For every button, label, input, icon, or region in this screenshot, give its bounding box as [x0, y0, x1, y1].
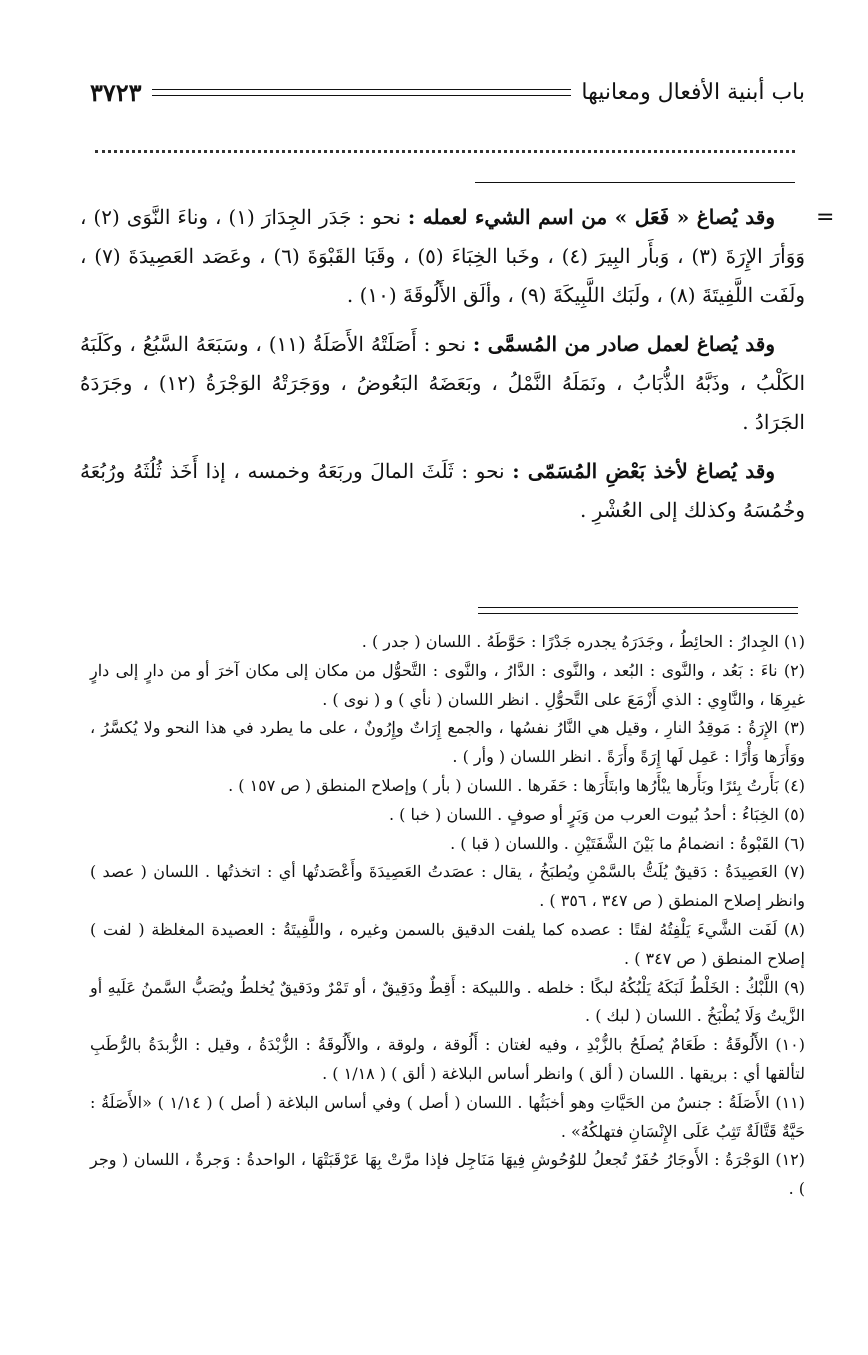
footnote-separator	[478, 607, 798, 614]
header-double-rule	[152, 89, 572, 96]
chapter-title: باب أبنية الأفعال ومعانيها	[581, 79, 805, 105]
footnote: (٥) الخِبَاءُ : أحدُ بُيوت العرب من وَبَرٍ أو صوفٍ . اللسان ( خبا ) .	[388, 804, 805, 824]
paragraph-1-text: نحو : جَدَر الجِدَارَ (١) ، وناءَ النَّوَى (٢) ، وَوَأرَ الإِرَةَ (٣) ، وَبأَر البِيرَ (٤) ، وخَبا الخِبَاءَ (٥) ، وقَبَا القَبْوَةَ (٦) ، وعَصَد العَصِيدَةَ (٧) ، ولَفَت اللَّفِيتَةَ (٨) ، ولَبَك اللَّبِيكَةَ (٩) ، وألَق الأَلُوقَةَ (١٠) .	[80, 205, 806, 307]
paragraph-3	[80, 452, 805, 530]
footnote: (٧) العَصِيدَةُ : دَقيقٌ يُلَتُّ بالسَّمْنِ ويُطبَخُ ، يقال : عصَدتُ العَصِيدَةَ وأَعْصَدتُها أي : اتخذتُها . اللسان ( عصد ) وانظر إصلاح المنطق ( ص ٣٤٧ ، ٣٥٦ ) .	[90, 862, 805, 911]
footnote: (١) الجِدارُ : الحائِطُ ، وجَدَرَهُ يجدره جَدْرًا : حَوَّطَهُ . اللسان ( جدر ) .	[361, 632, 805, 651]
paragraph-2-text: نحو : أَصَلَتْهُ الأَصَلَةُ (١١) ، وسَبَعَهُ السَّبُعُ ، وكَلَبَهُ الكَلْبُ ، وذَبَّهُ الذُّبَابُ ، ونَمَلَهُ النَّمْلُ ، وبَعَضَهُ البَعُوضُ ، ووَجَرَتْهُ الوَجْرَةُ (١٢) ، وجَرَدَهُ الجَرَادُ .	[80, 332, 805, 434]
continuation-mark: =	[816, 205, 835, 230]
page-number: ٣٧٢٣	[90, 77, 142, 107]
paragraph-3-lead: وقد يُصاغ لأخذ بَعْضِ المُسَمّى :	[512, 459, 776, 483]
footnote: (٨) لَفَت الشَّيءَ يَلْفِتُهُ لفتًا : عصده كما يلفت الدقيق بالسمن وغيره ، واللَّفِيتَةُ : العصيدة المغلظة ( لفت ) إصلاح المنطق ( ص ٣٤٧ ) .	[90, 919, 805, 968]
paragraph-1	[80, 198, 805, 315]
paragraph-2	[80, 325, 805, 442]
footnote: (٩) اللَّبْكُ : الخَلْطُ لَبَكَهُ يَلْبُكُهُ لبكًا : خلطه . واللبيكة : أَقِطٌ ودَقِيقٌ ، أو تَمْرٌ ودَقيقٌ يُخلطُ ويُصَبُّ السَّمنُ عَلَيهِ أو الزَّيتُ وَلَا يُطْبَخُ . اللسان ( لبك ) .	[90, 977, 805, 1026]
footnote: (١٢) الوَجْرَةُ : الأَوجَارُ حُفَرٌ تُجعلُ للوُحُوشِ فِيهَا مَنَاجِل فإذا مرَّتْ بِهَا عَرْقَبَتْهَا ، الواحدةُ : وَجرةٌ ، اللسان ( وجر ) .	[90, 1150, 806, 1199]
dotted-separator	[95, 150, 795, 153]
main-text	[80, 198, 805, 540]
footnote: (٤) بَأَرتُ بِئرًا وبَأَرها يبْأَرُها وابتَأَرَها : حَفَرها . اللسان ( بأر ) وإصلاح المنطق ( ص ١٥٧ ) .	[228, 775, 805, 795]
paragraph-3-text: نحو : ثَلَثَ المالَ وربَعَهُ وخمسه ، إذا أَخَذ ثُلُثَهُ ورُبُعَهُ وخُمُسَهُ وكذلك إلى العُشْرِ .	[80, 459, 805, 522]
footnotes	[90, 628, 805, 1204]
footnote: (١٠) الأَلُوقَةُ : طَعَامٌ يُصلَحُ بالزُّبْدِ ، وفيه لغتان : أَلُوقة ، ولوقة ، والأَلُوقَةُ : الزُّبْدَةُ ، وقيل : الزُّبدَةُ بالرُّطَبِ لتألقها أي : بريقها . اللسان ( ألق ) وانظر أساس البلاغة ( ألق ) ( ١/١٨ ) .	[90, 1035, 806, 1083]
footnote: (١١) الأَصَلَةُ : جنسٌ من الحَيَّاتِ وهو أخبَثُها . اللسان ( أصل ) وفي أساس البلاغة ( أصل ) ( ١/١٤ ) «الأَصَلَةُ : حَيَّةٌ قَتَّالَةٌ تَثِبُ عَلَى الإِنْسَانِ فتهلكُهُ» .	[90, 1092, 805, 1141]
footnote: (٢) ناءَ : بَعُد ، والنَّوى : البُعد ، والنَّوى : الدَّارُ ، والنَّوى : التَّحوُّل من مكان إلى مكان آخرَ أو من دارٍ إلى دارٍ غيرِهَا ، والنَّاوِي : الذي أَزْمَعَ على التَّحوُّلِ . انظر اللسان ( نأي ) و ( نوى ) .	[90, 660, 806, 709]
footnote: (٣) الإِرَةُ : مَوقِدُ النارِ ، وقيل هي النَّارُ نفسُها ، والجمع إِرَاتٌ وإِرُونٌ ، على ما يطرد في هذا النحو ولا يُكسَّرُ ، ووَأَرَها وَأْرًا : عَمِل لَها إِرَةً وأَرَةً . انظر اللسان ( وأر ) .	[90, 718, 805, 767]
paragraph-2-lead: وقد يُصاغ لعمل صادر من المُسمَّى :	[472, 332, 775, 356]
running-header	[90, 72, 805, 112]
footnote: (٦) القَبْوةُ : انضمامُ ما بَيْنَ الشَّفَتَيْنِ . واللسان ( قبا ) .	[450, 833, 805, 853]
section-rule	[475, 182, 795, 183]
paragraph-1-lead: وقد يُصاغ « فَعَل » من اسم الشيء لعمله :	[407, 205, 776, 229]
